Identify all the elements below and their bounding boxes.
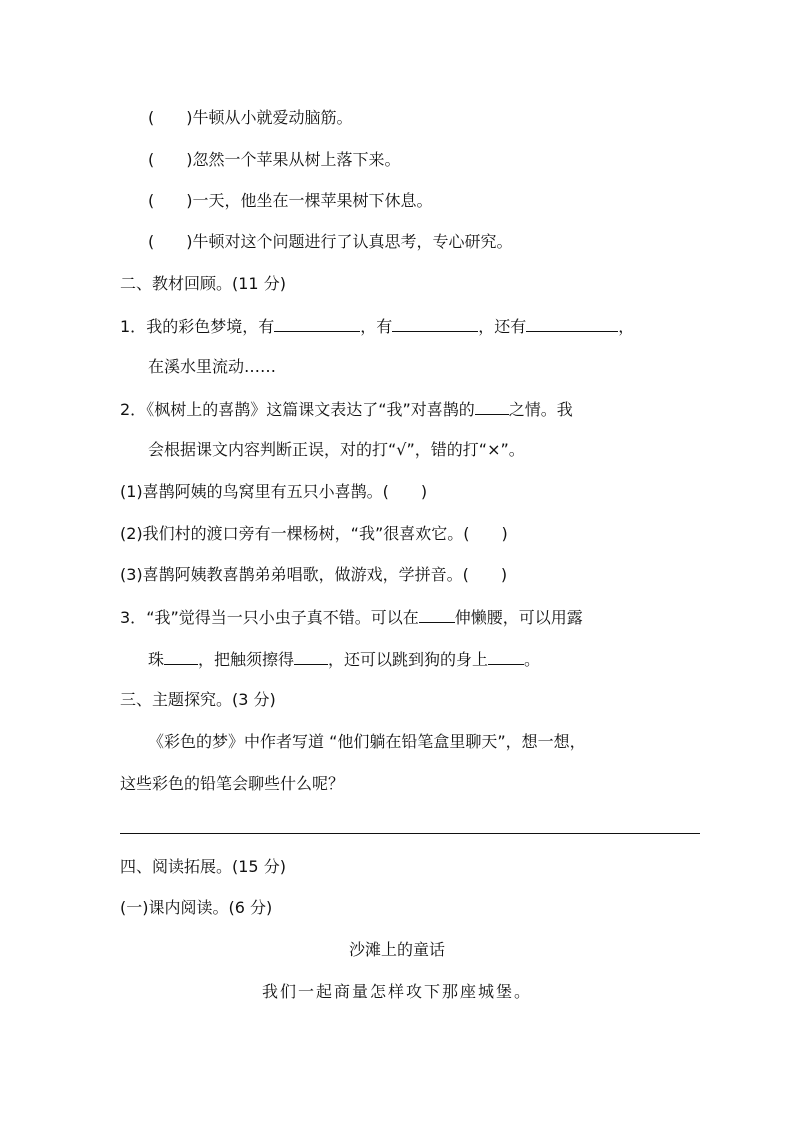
question-text: 珠 bbox=[148, 650, 165, 669]
question-text: ，还可以跳到狗的身上 bbox=[328, 650, 489, 669]
section-heading: 三、主题探究。(3 分) bbox=[120, 690, 276, 709]
question-number: 2． bbox=[120, 400, 147, 419]
section-heading: 四、阅读拓展。(15 分) bbox=[120, 857, 286, 876]
question-3-line2 bbox=[148, 649, 540, 670]
answer-paren[interactable]: ( ) bbox=[148, 108, 193, 127]
poem-line: 我们一起商量怎样攻下那座城堡。 bbox=[261, 982, 532, 1001]
prompt-text: 这些彩色的铅笔会聊些什么呢？ bbox=[120, 774, 345, 793]
question-text: 之情。我 bbox=[508, 400, 573, 419]
prompt-text: 《彩色的梦》中作者写道 “他们躺在铅笔盒里聊天”，想一想， bbox=[148, 732, 586, 751]
ordering-item bbox=[148, 232, 513, 252]
item-text: 牛顿对这个问题进行了认真思考，专心研究。 bbox=[192, 232, 513, 251]
question-1 bbox=[120, 316, 634, 337]
item-text: 牛顿从小就爱动脑筋。 bbox=[192, 108, 353, 127]
question-text: ，还有 bbox=[478, 317, 527, 336]
fill-blank[interactable] bbox=[419, 607, 455, 623]
question-number: 3． bbox=[120, 608, 147, 627]
question-text: 。 bbox=[524, 650, 541, 669]
question-text: 我的彩色梦境，有 bbox=[146, 317, 275, 336]
question-number: 1． bbox=[120, 317, 147, 336]
question-2 bbox=[120, 399, 573, 420]
fill-blank[interactable] bbox=[164, 649, 198, 665]
fill-blank[interactable] bbox=[488, 649, 524, 665]
fill-blank[interactable] bbox=[392, 316, 478, 332]
ordering-item bbox=[148, 150, 401, 170]
subsection-heading: (一)课内阅读。(6 分) bbox=[120, 898, 273, 917]
question-1-line2: 在溪水里流动…… bbox=[148, 357, 277, 376]
question-text: ，把触须擦得 bbox=[198, 650, 295, 669]
answer-paren[interactable]: ( ) bbox=[148, 232, 193, 251]
fill-blank[interactable] bbox=[294, 649, 328, 665]
judge-item[interactable]: (1)喜鹊阿姨的鸟窝里有五只小喜鹊。( ) bbox=[120, 482, 428, 501]
question-text: “我”觉得当一只小虫子真不错。可以在 bbox=[146, 608, 419, 627]
question-text: ， bbox=[618, 317, 635, 336]
ordering-item bbox=[148, 191, 433, 211]
poem-title: 沙滩上的童话 bbox=[348, 940, 445, 959]
fill-blank[interactable] bbox=[475, 399, 509, 415]
answer-paren[interactable]: ( ) bbox=[148, 191, 193, 210]
fill-blank[interactable] bbox=[526, 316, 618, 332]
item-text: 一天，他坐在一棵苹果树下休息。 bbox=[192, 191, 433, 210]
answer-line[interactable] bbox=[120, 833, 700, 834]
question-text: 伸懒腰，可以用露 bbox=[454, 608, 583, 627]
question-3 bbox=[120, 607, 583, 628]
answer-paren[interactable]: ( ) bbox=[148, 150, 193, 169]
fill-blank[interactable] bbox=[274, 316, 360, 332]
ordering-item bbox=[148, 108, 353, 128]
judge-item[interactable]: (2)我们村的渡口旁有一棵杨树，“我”很喜欢它。( ) bbox=[120, 524, 508, 543]
question-text: 《枫树上的喜鹊》这篇课文表达了“我”对喜鹊的 bbox=[146, 400, 475, 419]
item-text: 忽然一个苹果从树上落下来。 bbox=[192, 150, 401, 169]
question-2-line2: 会根据课文内容判断正误，对的打“√”，错的打“×”。 bbox=[148, 440, 525, 459]
judge-item[interactable]: (3)喜鹊阿姨教喜鹊弟弟唱歌，做游戏，学拼音。( ) bbox=[120, 565, 508, 584]
section-heading: 二、教材回顾。(11 分) bbox=[120, 274, 286, 293]
question-text: ，有 bbox=[360, 317, 393, 336]
